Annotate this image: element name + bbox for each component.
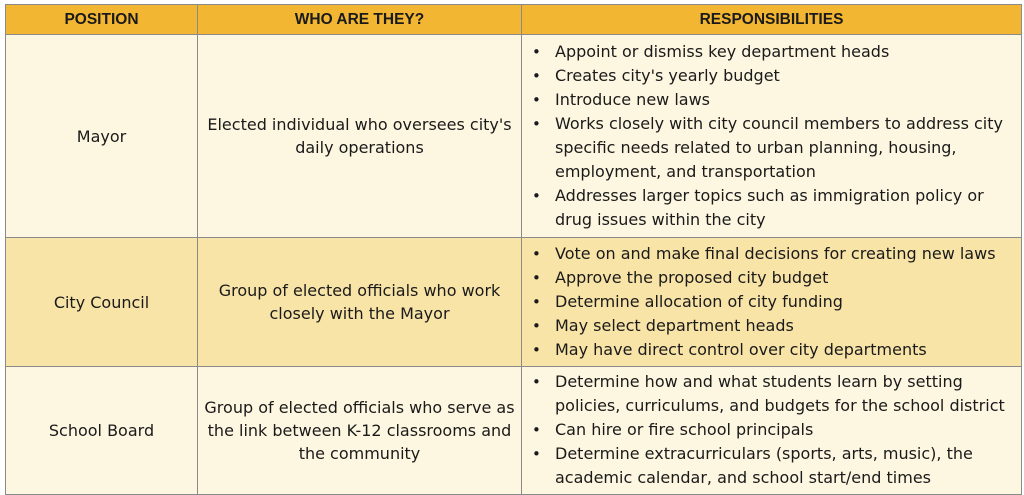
responsibility-item: • May have direct control over city departments (528, 338, 1015, 362)
responsibility-item: • Introduce new laws (528, 88, 1015, 112)
responsibilities-cell (522, 238, 1022, 367)
header-position: POSITION (6, 5, 198, 35)
responsibilities-cell (522, 35, 1022, 238)
responsibility-item: • Determine allocation of city funding (528, 290, 1015, 314)
responsibility-item: • Appoint or dismiss key department heads (528, 40, 1015, 64)
responsibility-item: • Can hire or fire school principals (528, 418, 1015, 442)
who-cell: Group of elected officials who work closely with the Mayor (198, 238, 522, 367)
who-cell: Group of elected officials who serve as the link between K-12 classrooms and the community (198, 367, 522, 495)
responsibility-item: • Addresses larger topics such as immigration policy or drug issues within the city (528, 184, 1015, 232)
responsibility-item: • Approve the proposed city budget (528, 266, 1015, 290)
responsibility-item: • Determine how and what students learn by setting policies, curriculums, and budgets for the school district (528, 370, 1015, 418)
position-cell: City Council (6, 238, 198, 367)
responsibilities-list (528, 40, 1015, 232)
responsibilities-cell (522, 367, 1022, 495)
header-who-are-they: WHO ARE THEY? (198, 5, 522, 35)
responsibility-item: • Creates city's yearly budget (528, 64, 1015, 88)
position-cell: Mayor (6, 35, 198, 238)
table-row-mayor (6, 35, 1022, 238)
table-row-city-council (6, 238, 1022, 367)
government-roles-table (5, 4, 1022, 495)
responsibility-item: • Works closely with city council members to address city specific needs related to urban planning, housing, employment, and transportation (528, 112, 1015, 184)
responsibilities-list (528, 242, 1015, 362)
header-row (6, 5, 1022, 35)
responsibility-item: • May select department heads (528, 314, 1015, 338)
responsibilities-list (528, 370, 1015, 490)
table-row-school-board (6, 367, 1022, 495)
responsibility-item: • Determine extracurriculars (sports, arts, music), the academic calendar, and school start/end times (528, 442, 1015, 490)
who-cell: Elected individual who oversees city's daily operations (198, 35, 522, 238)
header-responsibilities: RESPONSIBILITIES (522, 5, 1022, 35)
responsibility-item: • Vote on and make final decisions for creating new laws (528, 242, 1015, 266)
position-cell: School Board (6, 367, 198, 495)
